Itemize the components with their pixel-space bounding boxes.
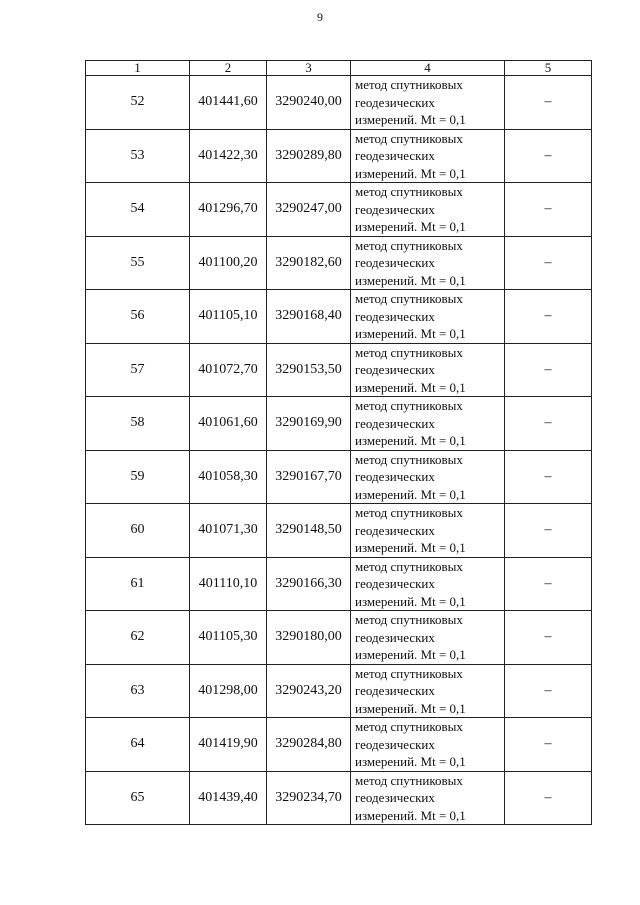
- note-cell: –: [505, 611, 592, 665]
- method-cell: [351, 450, 505, 504]
- point-number-cell: 57: [86, 343, 190, 397]
- note-cell: –: [505, 397, 592, 451]
- x-coordinate-cell: 401441,60: [190, 76, 267, 130]
- x-coordinate-cell: 401439,40: [190, 771, 267, 825]
- method-cell: [351, 183, 505, 237]
- table-row: [86, 771, 592, 825]
- method-text-line: измерений. Mt = 0,1: [355, 165, 466, 181]
- y-coordinate-cell: 3290168,40: [267, 290, 351, 344]
- point-number-cell: 56: [86, 290, 190, 344]
- method-text-line: метод спутниковых: [355, 344, 463, 360]
- method-text-line: метод спутниковых: [355, 505, 463, 520]
- note-cell: –: [505, 664, 592, 718]
- note-cell: –: [505, 129, 592, 183]
- column-header-y: 3: [267, 61, 351, 76]
- table-row: [86, 718, 592, 772]
- x-coordinate-cell: 401105,10: [190, 290, 267, 344]
- method-text-line: измерений. Mt = 0,1: [355, 700, 466, 716]
- table-row: [86, 557, 592, 611]
- point-number-cell: 59: [86, 450, 190, 504]
- method-cell: [351, 611, 505, 665]
- method-cell: [351, 771, 505, 825]
- note-cell: –: [505, 718, 592, 772]
- method-text-line: геодезических: [355, 148, 435, 163]
- method-cell: [351, 236, 505, 290]
- point-number-cell: 55: [86, 236, 190, 290]
- table-row: [86, 664, 592, 718]
- method-cell: [351, 664, 505, 718]
- y-coordinate-cell: 3290182,60: [267, 236, 351, 290]
- table-row: [86, 236, 592, 290]
- point-number-cell: 64: [86, 718, 190, 772]
- y-coordinate-cell: 3290166,30: [267, 557, 351, 611]
- x-coordinate-cell: 401061,60: [190, 397, 267, 451]
- note-cell: –: [505, 450, 592, 504]
- method-text-line: измерений. Mt = 0,1: [355, 647, 466, 662]
- column-header-number: 1: [86, 61, 190, 76]
- y-coordinate-cell: 3290234,70: [267, 771, 351, 825]
- note-cell: –: [505, 557, 592, 611]
- method-text-line: измерений. Mt = 0,1: [355, 754, 466, 769]
- method-text-line: геодезических: [355, 362, 435, 377]
- x-coordinate-cell: 401422,30: [190, 129, 267, 183]
- column-header-x: 2: [190, 61, 267, 76]
- point-number-cell: 52: [86, 76, 190, 130]
- table-row: [86, 450, 592, 504]
- method-text-line: измерений. Mt = 0,1: [355, 379, 466, 395]
- method-text-line: геодезических: [355, 201, 435, 217]
- method-text-line: метод спутниковых: [355, 612, 463, 627]
- method-text-line: метод спутниковых: [355, 184, 463, 199]
- note-cell: –: [505, 771, 592, 825]
- method-text-line: геодезических: [355, 736, 435, 752]
- x-coordinate-cell: 401100,20: [190, 236, 267, 290]
- x-coordinate-cell: 401105,30: [190, 611, 267, 665]
- method-cell: [351, 504, 505, 558]
- y-coordinate-cell: 3290180,00: [267, 611, 351, 665]
- x-coordinate-cell: 401058,30: [190, 450, 267, 504]
- table-row: [86, 343, 592, 397]
- method-cell: [351, 397, 505, 451]
- table-row: [86, 397, 592, 451]
- x-coordinate-cell: 401110,10: [190, 557, 267, 611]
- coordinates-table: [85, 60, 592, 825]
- x-coordinate-cell: 401298,00: [190, 664, 267, 718]
- note-cell: –: [505, 236, 592, 290]
- table-row: [86, 76, 592, 130]
- x-coordinate-cell: 401419,90: [190, 718, 267, 772]
- method-text-line: измерений. Mt = 0,1: [355, 486, 466, 502]
- x-coordinate-cell: 401071,30: [190, 504, 267, 558]
- note-cell: –: [505, 504, 592, 558]
- point-number-cell: 63: [86, 664, 190, 718]
- note-cell: –: [505, 290, 592, 344]
- y-coordinate-cell: 3290240,00: [267, 76, 351, 130]
- note-cell: –: [505, 183, 592, 237]
- note-cell: –: [505, 343, 592, 397]
- method-text-line: измерений. Mt = 0,1: [355, 112, 466, 127]
- y-coordinate-cell: 3290153,50: [267, 343, 351, 397]
- point-number-cell: 54: [86, 183, 190, 237]
- method-text-line: геодезических: [355, 308, 435, 324]
- point-number-cell: 53: [86, 129, 190, 183]
- point-number-cell: 62: [86, 611, 190, 665]
- method-text-line: геодезических: [355, 94, 435, 110]
- method-text-line: геодезических: [355, 522, 435, 538]
- method-text-line: метод спутниковых: [355, 558, 463, 574]
- method-text-line: измерений. Mt = 0,1: [355, 433, 466, 448]
- method-text-line: метод спутниковых: [355, 665, 463, 681]
- method-text-line: геодезических: [355, 683, 435, 698]
- table-row: [86, 504, 592, 558]
- method-text-line: метод спутниковых: [355, 237, 463, 253]
- method-text-line: измерений. Mt = 0,1: [355, 540, 466, 555]
- method-cell: [351, 76, 505, 130]
- point-number-cell: 60: [86, 504, 190, 558]
- method-text-line: метод спутниковых: [355, 77, 463, 92]
- header-row: [86, 61, 592, 76]
- table-row: [86, 290, 592, 344]
- y-coordinate-cell: 3290148,50: [267, 504, 351, 558]
- method-text-line: геодезических: [355, 469, 435, 484]
- method-text-line: измерений. Mt = 0,1: [355, 326, 466, 341]
- method-text-line: геодезических: [355, 790, 435, 805]
- note-cell: –: [505, 76, 592, 130]
- method-text-line: метод спутниковых: [355, 398, 463, 413]
- y-coordinate-cell: 3290247,00: [267, 183, 351, 237]
- method-text-line: измерений. Mt = 0,1: [355, 272, 466, 288]
- method-cell: [351, 557, 505, 611]
- method-text-line: измерений. Mt = 0,1: [355, 219, 466, 234]
- x-coordinate-cell: 401072,70: [190, 343, 267, 397]
- y-coordinate-cell: 3290167,70: [267, 450, 351, 504]
- method-text-line: метод спутниковых: [355, 130, 463, 146]
- method-cell: [351, 718, 505, 772]
- method-text-line: геодезических: [355, 629, 435, 645]
- method-text-line: измерений. Mt = 0,1: [355, 593, 466, 609]
- y-coordinate-cell: 3290169,90: [267, 397, 351, 451]
- table-row: [86, 183, 592, 237]
- y-coordinate-cell: 3290243,20: [267, 664, 351, 718]
- method-text-line: геодезических: [355, 576, 435, 591]
- method-cell: [351, 343, 505, 397]
- y-coordinate-cell: 3290289,80: [267, 129, 351, 183]
- method-text-line: метод спутниковых: [355, 772, 463, 788]
- page-number: 9: [317, 10, 323, 24]
- table-row: [86, 129, 592, 183]
- point-number-cell: 61: [86, 557, 190, 611]
- method-text-line: метод спутниковых: [355, 719, 463, 734]
- column-header-method: 4: [351, 61, 505, 76]
- y-coordinate-cell: 3290284,80: [267, 718, 351, 772]
- method-text-line: геодезических: [355, 255, 435, 270]
- method-text-line: метод спутниковых: [355, 291, 463, 306]
- method-cell: [351, 129, 505, 183]
- table-row: [86, 611, 592, 665]
- method-text-line: метод спутниковых: [355, 451, 463, 467]
- method-text-line: измерений. Mt = 0,1: [355, 807, 466, 823]
- method-text-line: геодезических: [355, 415, 435, 431]
- x-coordinate-cell: 401296,70: [190, 183, 267, 237]
- point-number-cell: 65: [86, 771, 190, 825]
- method-cell: [351, 290, 505, 344]
- table-body: [86, 76, 592, 825]
- point-number-cell: 58: [86, 397, 190, 451]
- column-header-note: 5: [505, 61, 592, 76]
